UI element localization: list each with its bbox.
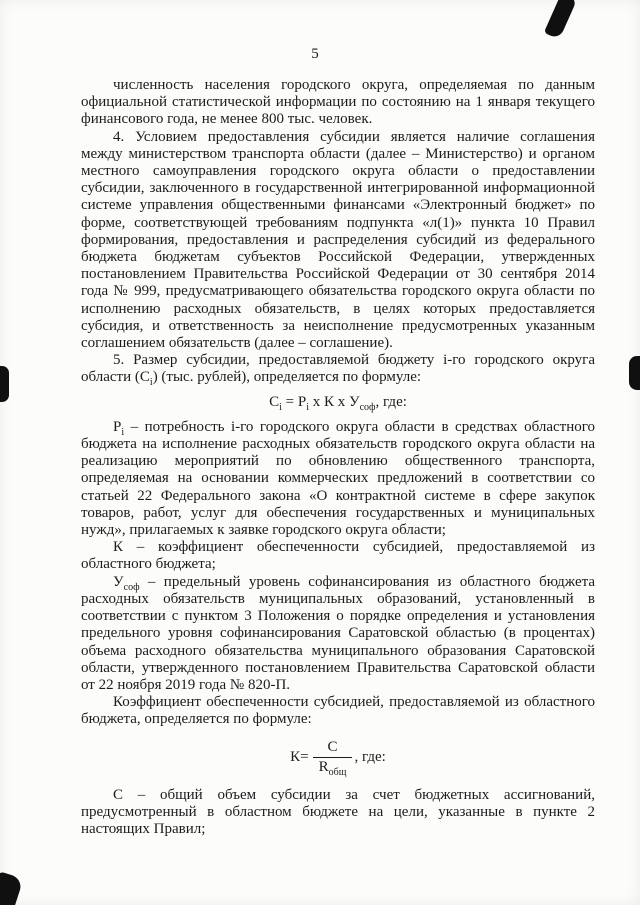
- fraction-numerator: С: [327, 738, 338, 755]
- paragraph-population-threshold: численность населения городского округа, определяемая по данным официальной статистической информации по состоянию на 1 января текущего финансового года, не менее 800 тыс. человек.: [81, 77, 595, 128]
- document-body: [81, 77, 595, 839]
- paragraph-coefficient-intro: Коэффициент обеспеченности субсидией, предоставляемой из областного бюджета, определяется по формуле:: [81, 694, 595, 728]
- scan-artifact-top-right: [544, 0, 577, 40]
- scan-artifact-bottom-left: [0, 871, 24, 905]
- paragraph-item-4-agreement-condition: 4. Условием предоставления субсидии является наличие соглашения между министерством транспорта области (далее – Министерство) и органом местного самоуправления городского округа области о предоставлении субсидии, заключенного в государственной интегрированной информационной системе управления общественными финансами «Электронный бюджет» по форме, соответствующей требованиям подпункта «л(1)» пункта 10 Правил формирования, предоставления и распределения субсидий из федерального бюджета бюджетам субъектов Российской Федерации, утвержденных постановлением Правительства Российской Федерации от 30 сентября 2014 года № 999, предусматривающего обязательства городского округа области по исполнению расходных обязательств, в целях которых предоставляется субсидия, и ответственность за неисполнение предусмотренных указанным соглашением обязательств (далее – соглашение).: [81, 128, 595, 352]
- page-number: 5: [311, 46, 319, 62]
- formula-subsidy-size: $С_i = Р_i$ х К х $У_{соф}$, где:: [269, 393, 407, 413]
- paragraph-definition-k: К – коэффициент обеспеченности субсидией, предоставляемой из областного бюджета;: [81, 539, 595, 573]
- scan-artifact-left-edge: [0, 366, 9, 402]
- paragraph-definition-usof: $У_{соф}$ – предельный уровень софинансирования из областного бюджета расходных обязательств муниципальных образований, установленный в соответствии с пунктом 3 Положения о порядке определения и установления предельного уровня софинансирования Саратовской областью (в процентах) объема расходного обязательства муниципального образования Саратовской области, утвержденного постановлением Правительства Саратовской области от 22 ноября 2019 года № 820-П.: [81, 573, 595, 693]
- paragraph-definition-pi: $Р_i$ – потребность i-го городского округа области в средствах областного бюджета на исполнение расходных обязательств городского округа области на реализацию мероприятий по обновлению общественного транспорта, определяемая на основании коммерческих предложений в соответствии со статьей 22 Федерального закона «О контрактной системе в сфере закупок товаров, работ, услуг для обеспечения государственных и муниципальных нужд», прилагаемых к заявке городского округа области;: [81, 418, 595, 539]
- fraction-denominator: $R_{общ}$: [313, 757, 353, 776]
- formula-coefficient: [81, 739, 595, 776]
- formula-coefficient-tail: , где:: [354, 748, 386, 765]
- fraction: [313, 739, 353, 776]
- formula-coefficient-lhs: К=: [290, 748, 309, 765]
- paragraph-definition-c: С – общий объем субсидии за счет бюджетных ассигнований, предусмотренный в областном бюджете на цели, указанные в пункте 2 настоящих Правил;: [81, 786, 595, 838]
- paragraph-item-5-subsidy-size: 5. Размер субсидии, предоставляемой бюджету i-го городского округа области $(С_i)$ (тыс. рублей), определяется по формуле:: [81, 352, 595, 389]
- scan-artifact-right-edge: [629, 356, 640, 390]
